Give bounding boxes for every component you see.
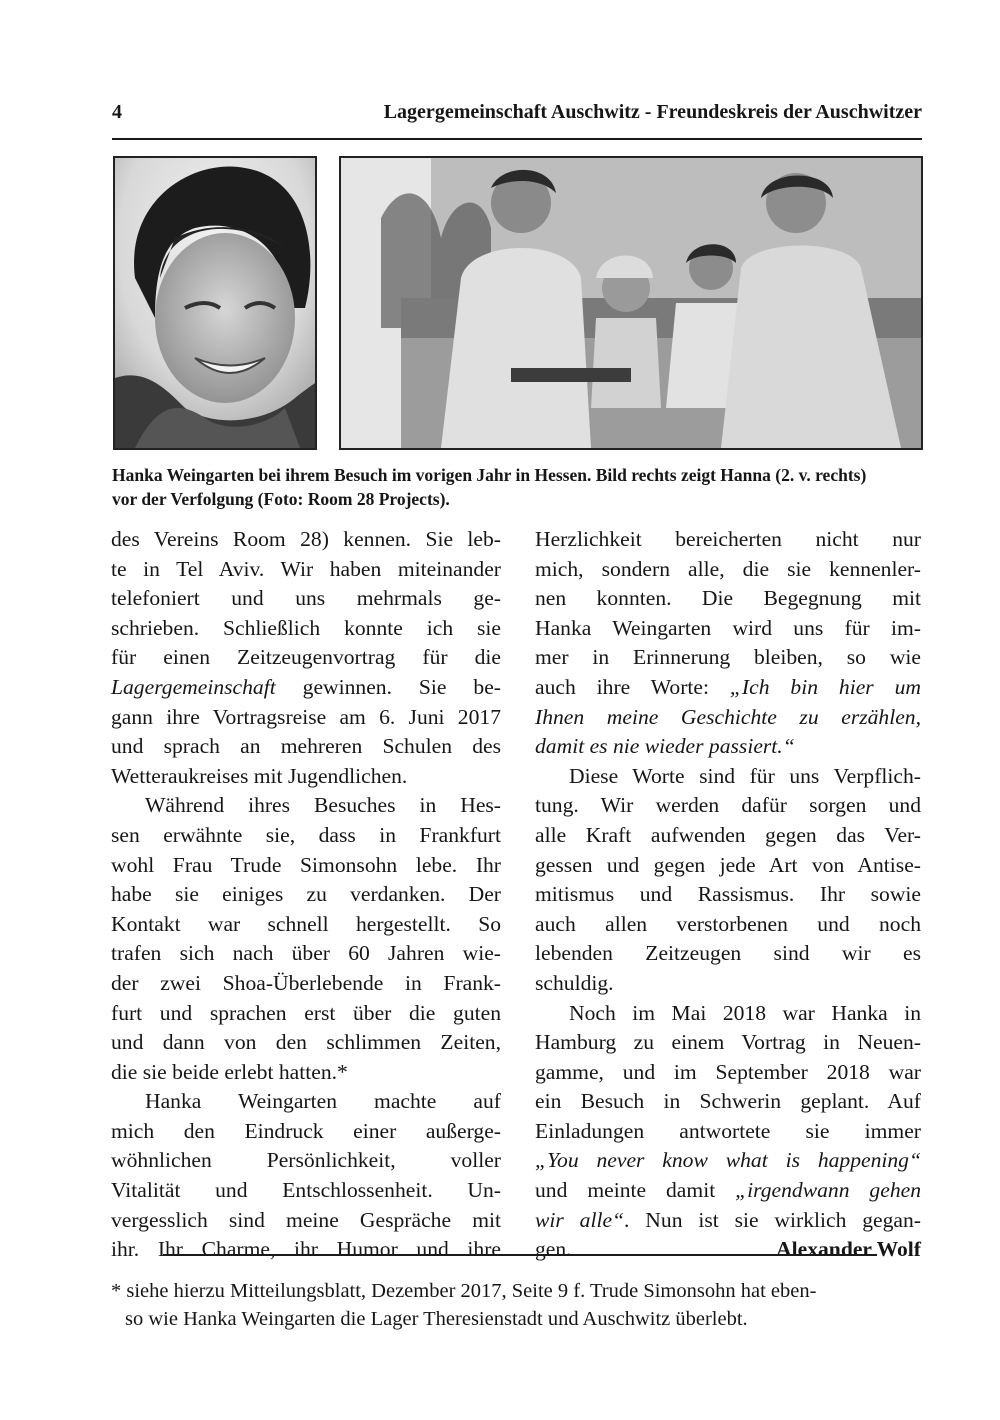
text-line: und sprach an mehreren Schulen des: [111, 734, 501, 759]
page-header: [112, 98, 922, 140]
text-fragment: gewinnen. Sie be-: [275, 674, 501, 699]
text-line: Kontakt war schnell hergestellt. So: [111, 911, 501, 936]
text-line: auch allen verstorbenen und noch: [535, 911, 921, 936]
footnote-line: so wie Hanka Weingarten die Lager Theresienstadt und Auschwitz überlebt.: [125, 1308, 748, 1330]
text-line: ihr. Ihr Charme, ihr Humor und ihre: [111, 1237, 501, 1262]
text-fragment: gen.: [535, 1237, 572, 1262]
text-line: tung. Wir werden dafür sorgen und: [535, 793, 921, 818]
italic-text: „Ich bin hier um: [729, 674, 921, 699]
text-line: wohl Frau Trude Simonsohn lebe. Ihr: [111, 852, 501, 877]
text-line: mitismus und Rassismus. Ihr sowie: [535, 882, 921, 907]
footnote: [111, 1277, 921, 1333]
family-photo: [339, 156, 923, 450]
text-line: „You never know what is happening“: [535, 1148, 921, 1173]
running-title: Lagergemeinschaft Auschwitz - Freundeskreis der Auschwitzer: [383, 101, 922, 123]
text-line: die sie beide erlebt hatten.*: [111, 1059, 348, 1084]
text-line: gann ihre Vortragsreise am 6. Juni 2017: [111, 704, 501, 729]
text-line: Hamburg zu einem Vortrag in Neuen-: [535, 1030, 921, 1055]
text-line: ein Besuch in Schwerin geplant. Auf: [535, 1089, 921, 1114]
text-line: trafen sich nach über 60 Jahren wie-: [111, 941, 501, 966]
text-line: Ihnen meine Geschichte zu erzählen,: [535, 704, 921, 729]
text-line: und dann von den schlimmen Zeiten,: [111, 1030, 501, 1055]
text-line: habe sie einiges zu verdanken. Der: [111, 882, 501, 907]
text-line: schuldig.: [535, 970, 614, 995]
text-line: furt und sprachen erst über die guten: [111, 1000, 501, 1025]
text-line: mer in Erinnerung bleiben, so wie: [535, 645, 921, 670]
italic-text: wir alle“: [535, 1207, 625, 1232]
text-column-right: [535, 525, 921, 1265]
text-line: mich den Eindruck einer außerge-: [111, 1118, 501, 1143]
text-line: alle Kraft aufwenden gegen das Ver-: [535, 822, 921, 847]
text-line: gamme, und im September 2018 war: [535, 1059, 921, 1084]
text-line: Einladungen antwortete sie immer: [535, 1118, 921, 1143]
text-line: telefoniert und uns mehrmals ge-: [111, 586, 501, 611]
text-line: damit es nie wieder passiert.“: [535, 734, 795, 759]
portrait-photo: [113, 156, 317, 450]
text-line: lebenden Zeitzeugen sind wir es: [535, 941, 921, 966]
text-line: Hanka Weingarten wird uns für im-: [535, 615, 921, 640]
text-line: für einen Zeitzeugenvortrag für die: [111, 645, 501, 670]
text-line: Herzlichkeit bereicherten nicht nur: [535, 527, 921, 551]
text-line: vergesslich sind meine Gespräche mit: [111, 1207, 501, 1232]
text-line: nen konnten. Die Begegnung mit: [535, 586, 921, 611]
photo-caption: [112, 463, 922, 511]
text-column-left: [111, 525, 501, 1265]
text-line: [535, 673, 921, 703]
text-line: Vitalität und Entschlossenheit. Un-: [111, 1178, 501, 1203]
footnote-divider: [163, 1254, 877, 1256]
text-line: Noch im Mai 2018 war Hanka in: [569, 1000, 921, 1025]
text-line: Wetteraukreises mit Jugendlichen.: [111, 763, 408, 788]
text-line: Während ihres Besuches in Hes-: [145, 793, 501, 818]
page-number: 4: [112, 101, 122, 123]
text-fragment: und meinte damit: [535, 1178, 736, 1203]
caption-line: vor der Verfolgung (Foto: Room 28 Projects).: [112, 489, 450, 509]
text-line: des Vereins Room 28) kennen. Sie leb-: [111, 527, 501, 551]
text-line: sen erwähnte sie, dass in Frankfurt: [111, 822, 501, 847]
text-line: [111, 673, 501, 703]
text-line: Diese Worte sind für uns Verpflich-: [569, 763, 921, 788]
text-line: mich, sondern alle, die sie kennenler-: [535, 556, 921, 581]
author-name: Alexander Wolf: [776, 1237, 921, 1262]
text-line: te in Tel Aviv. Wir haben miteinander: [111, 556, 501, 581]
text-line: wöhnlichen Persönlichkeit, voller: [111, 1148, 501, 1173]
italic-text: Lagergemeinschaft: [111, 674, 276, 699]
text-line: Hanka Weingarten machte auf: [145, 1089, 501, 1114]
text-fragment: auch ihre Worte:: [535, 674, 730, 699]
footnote-line: * siehe hierzu Mitteilungsblatt, Dezember 2017, Seite 9 f. Trude Simonsohn hat eben-: [111, 1280, 817, 1302]
text-line: [535, 1176, 921, 1206]
text-line: [535, 1206, 921, 1236]
text-line: [535, 1235, 921, 1265]
text-line: gessen und gegen jede Art von Antise-: [535, 852, 921, 877]
text-line: der zwei Shoa-Überlebende in Frank-: [111, 970, 501, 995]
text-fragment: . Nun ist sie wirklich gegan-: [624, 1207, 921, 1232]
text-line: schrieben. Schließlich konnte ich sie: [111, 615, 501, 640]
italic-text: „irgendwann gehen: [735, 1178, 921, 1203]
caption-line: Hanka Weingarten bei ihrem Besuch im vorigen Jahr in Hessen. Bild rechts zeigt Hanna (2. v. rechts): [112, 465, 867, 485]
